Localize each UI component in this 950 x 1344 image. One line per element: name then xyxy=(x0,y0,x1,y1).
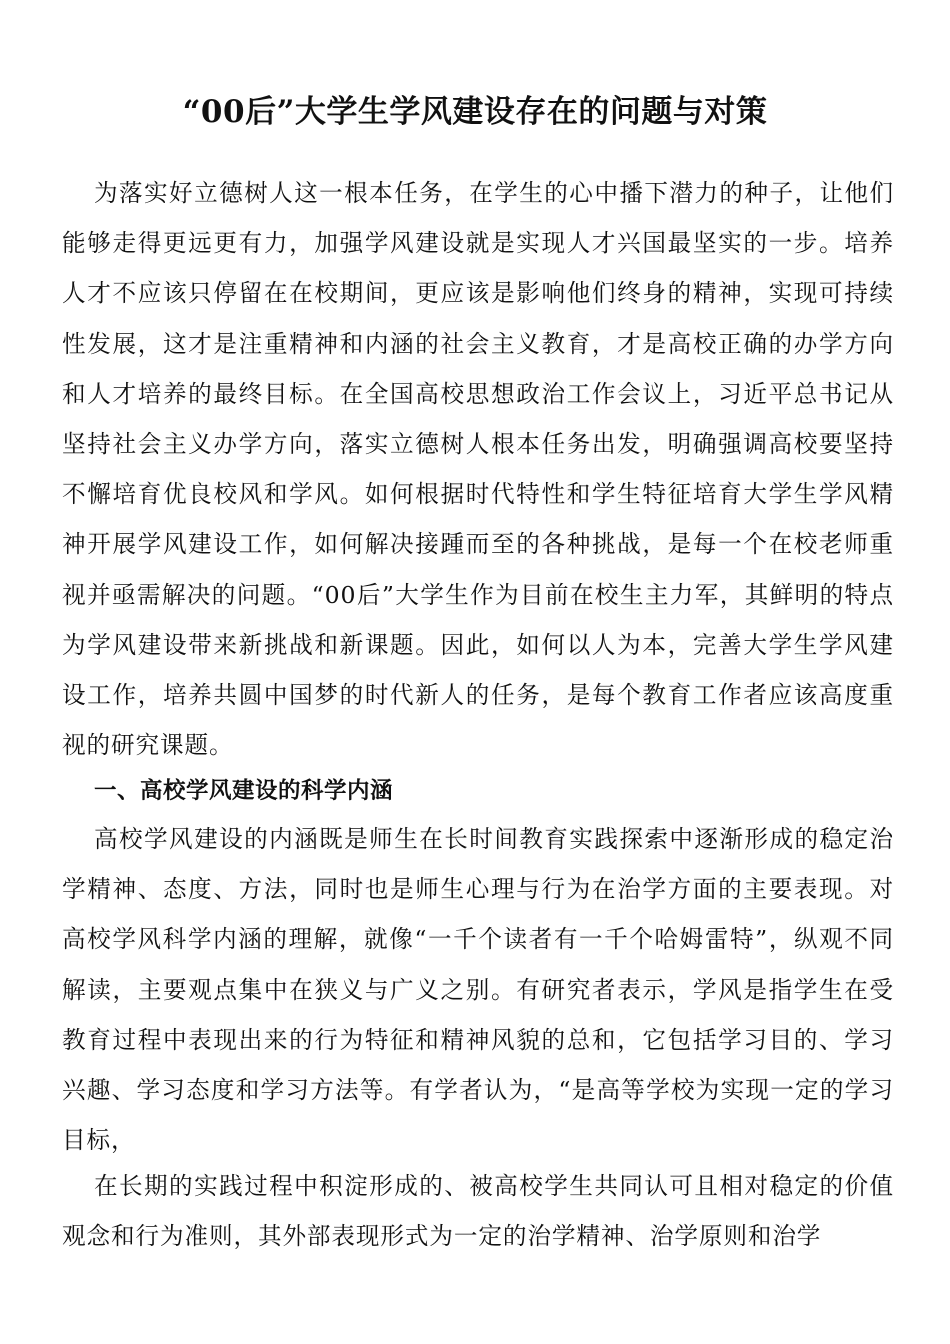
section-heading: 一、高校学风建设的科学内涵 xyxy=(94,778,394,804)
intro-paragraph: 为落实好立德树人这一根本任务，在学生的心中播下潜力的种子，让他们能够走得更远更有力，加强学风建设就是实现人才兴国最坚实的一步。培养人才不应该只停留在在校期间，更应该是影响他们终身的精神，实现可持续性发展，这才是注重精神和内涵的社会主义教育，才是高校正确的办学方向和人才培养的最终目标。在全国高校思想政治工作会议上，习近平总书记从坚持社会主义办学方向，落实立德树人根本任务出发，明确强调高校要坚持不懈培育优良校风和学风。如何根据时代特性和学生特征培育大学生学风精神开展学风建设工作，如何解决接踵而至的各种挑战，是每一个在校老师重视并亟需解决的问题。“00后”大学生作为目前在校生主力军，其鲜明的特点为学风建设带来新挑战和新课题。因此，如何以人为本，完善大学生学风建设工作，培养共圆中国梦的时代新人的任务，是每个教育工作者应该高度重视的研究课题。 xyxy=(62,179,894,760)
body-paragraph: 在长期的实践过程中积淀形成的、被高校学生共同认可且相对稳定的价值观念和行为准则，其外部表现形式为一定的治学精神、治学原则和治学 xyxy=(62,1172,894,1251)
document-title: “00后”大学生学风建设存在的问题与对策 xyxy=(182,94,768,130)
body-paragraph: 高校学风建设的内涵既是师生在长时间教育实践探索中逐渐形成的稳定治学精神、态度、方法，同时也是师生心理与行为在治学方面的主要表现。对高校学风科学内涵的理解，就像“一千个读者有一千个哈姆雷特”，纵观不同解读，主要观点集中在狭义与广义之别。有研究者表示，学风是指学生在受教育过程中表现出来的行为特征和精神风貌的总和，它包括学习目的、学习兴趣、学习态度和学习方法等。有学者认为，“是高等学校为实现一定的学习目标， xyxy=(62,825,894,1155)
